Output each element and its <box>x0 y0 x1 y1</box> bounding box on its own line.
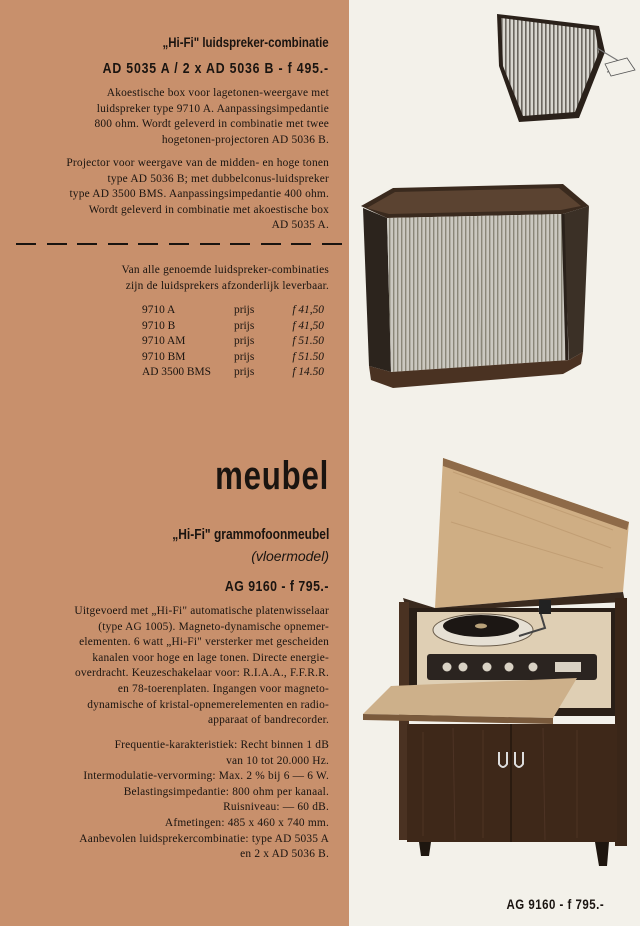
price-row: AD 3500 BMS prijs f 14.50 <box>142 366 324 379</box>
speaker-paragraph-1: Akoestische box voor lagetonen-weergave met luidspreker type 9710 A. Aanpassingsimpedantie 800 ohm. Wordt geleverd in combinatie met twee hogetonen-projectoren AD 5036 B. <box>94 87 329 146</box>
furniture-paragraph: Uitgevoerd met „Hi-Fi" automatische platenwisselaar (type AG 1005). Magneto-dynamische opnemer- elementen. 6 watt „Hi-Fi" versterker met gescheiden kanalen voor hoge en lage tonen. Directe energie- overdracht. Keuzeschakelaar voor: R.I.A.A., F.F.R.R. en 78-toerenplaten. Ingangen voor magneto- dynamische of kristal-opnemerelementen en radio- apparaat of bandrecorder. <box>74 605 329 727</box>
price-row: 9710 BM prijs f 51.50 <box>142 350 324 363</box>
speaker-paragraph-3: Van alle genoemde luidspreker-combinaties zijn de luidsprekers afzonderlijk leverbaar. <box>121 264 329 292</box>
acoustic-box-image <box>357 178 597 410</box>
right-panel <box>349 0 640 926</box>
price-row: 9710 A prijs f 41,50 <box>142 304 324 316</box>
section-title-meubel: meubel <box>215 454 329 498</box>
price-list <box>142 303 324 381</box>
speaker-paragraph-2: Projector voor weergave van de midden- en hoge tonen type AD 5036 B; met dubbelconus-luidspreker type AD 3500 BMS. Aanpassingsimpedantie 400 ohm. Wordt geleverd in combinatie met akoestische box AD 5035 A. <box>66 157 329 232</box>
furniture-model-price: AG 9160 - f 795.- <box>224 578 329 595</box>
cabinet-caption: AG 9160 - f 795.- <box>506 896 604 912</box>
projector-speaker-image <box>489 8 639 128</box>
gramophone-cabinet-image <box>363 452 631 870</box>
price-row: 9710 AM prijs f 51.50 <box>142 335 324 348</box>
furniture-subtitle: (vloermodel) <box>251 548 329 564</box>
dashed-divider <box>16 236 342 252</box>
furniture-heading: „Hi-Fi" grammofoonmeubel <box>171 526 329 543</box>
price-row: 9710 B prijs f 41,50 <box>142 319 324 332</box>
speaker-model-price: AD 5035 A / 2 x AD 5036 B - f 495.- <box>102 60 329 77</box>
furniture-specs: Frequentie-karakteristiek: Recht binnen 1 dB van 10 tot 20.000 Hz. Intermodulatie-vervorming: Max. 2 % bij 6 — 6 W. Belastingsimpedantie: 800 ohm per kanaal. Ruisniveau: — 60 dB. Afmetingen: 485 x 460 x 740 mm. Aanbevolen luidsprekercombinatie: type AD 5035 A en 2 x AD 5036 B. <box>79 739 329 861</box>
speaker-heading: „Hi-Fi" luidspreker-combinatie <box>162 34 329 50</box>
